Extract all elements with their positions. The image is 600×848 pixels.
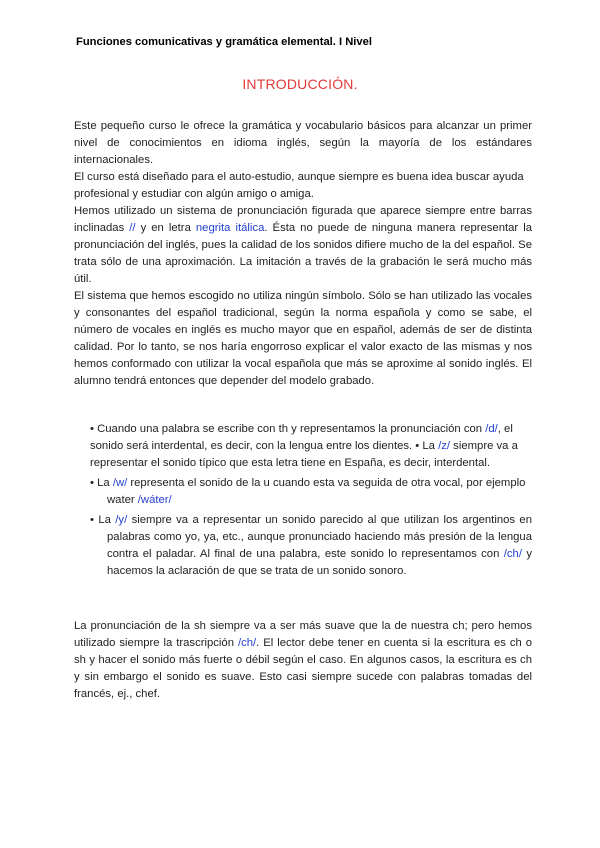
bullet-th-text-b: , el sonido será interdental, es decir, con la lengua entre los dientes. • La	[90, 423, 513, 452]
page-header: Funciones comunicativas y gramática elemental. I Nivel	[76, 36, 372, 48]
symbol-ch: /ch/	[503, 548, 522, 560]
symbol-d: /d/	[485, 423, 498, 435]
symbol-y: /y/	[115, 514, 128, 526]
bullet-w-text-b: representa el sonido de la u cuando esta va seguida de otra vocal, por ejemplo water	[107, 477, 526, 506]
bullet-y-text-a: • La	[90, 514, 116, 526]
intro-paragraph-4: El sistema que hemos escogido no utiliza ningún símbolo. Sólo se han utilizado las vocales y consonantes del español tradicional, según la norma española y como se sabe, el número de vocales en inglés es mucho mayor que en español, además de ser de distinta calidad. Por lo tanto, se nos haría engorroso explicar el valor exacto de las mismas y nos hemos conformado con utilizar la vocal española que más se aproxime al sonido inglés. El alumno tendrá entonces que depender del modelo grabado.	[74, 290, 532, 387]
bullet-th	[90, 421, 532, 472]
p3-text-c: . Ésta no puede de ninguna manera representar la pronunciación del inglés, pues la calidad de los sonidos difiere mucho de la del español. Se trata sólo de una aproximación. La imitación a través de la grabación le será mucho más útil.	[74, 222, 532, 285]
bullet-y-text-c: y hacemos la aclaración de que se trata de un sonido sonoro.	[107, 548, 532, 577]
intro-paragraph-2: El curso está diseñado para el auto-estudio, aunque siempre es buena idea buscar ayuda profesional y estudiar con algún amigo o amiga.	[74, 171, 524, 200]
p3-text-a: Hemos utilizado un sistema de pronunciación figurada que aparece siempre entre barras inclinadas	[74, 205, 532, 234]
bullet-y-text-b: siempre va a representar un sonido parecido al que utilizan los argentinos en palabras como yo, ya, etc., aunque pronunciado haciendo más presión de la lengua contra el paladar. Al final de una palabra, este sonido lo representamos con	[107, 514, 532, 560]
page-title: INTRODUCCIÓN.	[242, 76, 358, 92]
bullet-y	[90, 512, 532, 580]
pronunciation-slashes: //	[129, 222, 136, 234]
bullet-w-text-a: • La	[90, 477, 113, 489]
closing-text-b: . El lector debe tener en cuenta si la escritura es ch o sh y hacer el sonido más fuerte o débil según el caso. En algunos casos, la escritura es ch y sin embargo el sonido es suave. Esto casi siempre sucede con palabras tomadas del francés, ej., chef.	[74, 637, 533, 700]
symbol-water: /wáter/	[137, 494, 172, 506]
bullet-th-text-c: siempre va a representar el sonido típico que esta letra tiene en España, es decir, interdental.	[90, 440, 518, 469]
bullet-w	[90, 475, 532, 509]
closing-section	[74, 618, 532, 703]
symbol-w: /w/	[112, 477, 128, 489]
intro-paragraph-1: Este pequeño curso le ofrece la gramática y vocabulario básicos para alcanzar un primer nivel de conocimientos en idioma inglés, según la mayoría de los estándares internacionales.	[74, 120, 532, 166]
closing-text-a: La pronunciación de la sh siempre va a ser más suave que la de nuestra ch; pero hemos utilizado siempre la trascripción	[74, 620, 532, 649]
closing-paragraph	[74, 618, 532, 703]
symbol-z: /z/	[438, 440, 451, 452]
pronunciation-bullets	[90, 421, 532, 580]
bullet-th-text-a: • Cuando una palabra se escribe con th y representamos la pronunciación con	[90, 423, 486, 435]
closing-symbol-ch: /ch/	[237, 637, 257, 649]
p3-text-b: y en letra	[135, 222, 196, 234]
intro-section	[74, 118, 532, 390]
negrita-italica-text: negrita itálica	[195, 222, 265, 234]
intro-paragraph-3	[74, 203, 532, 288]
